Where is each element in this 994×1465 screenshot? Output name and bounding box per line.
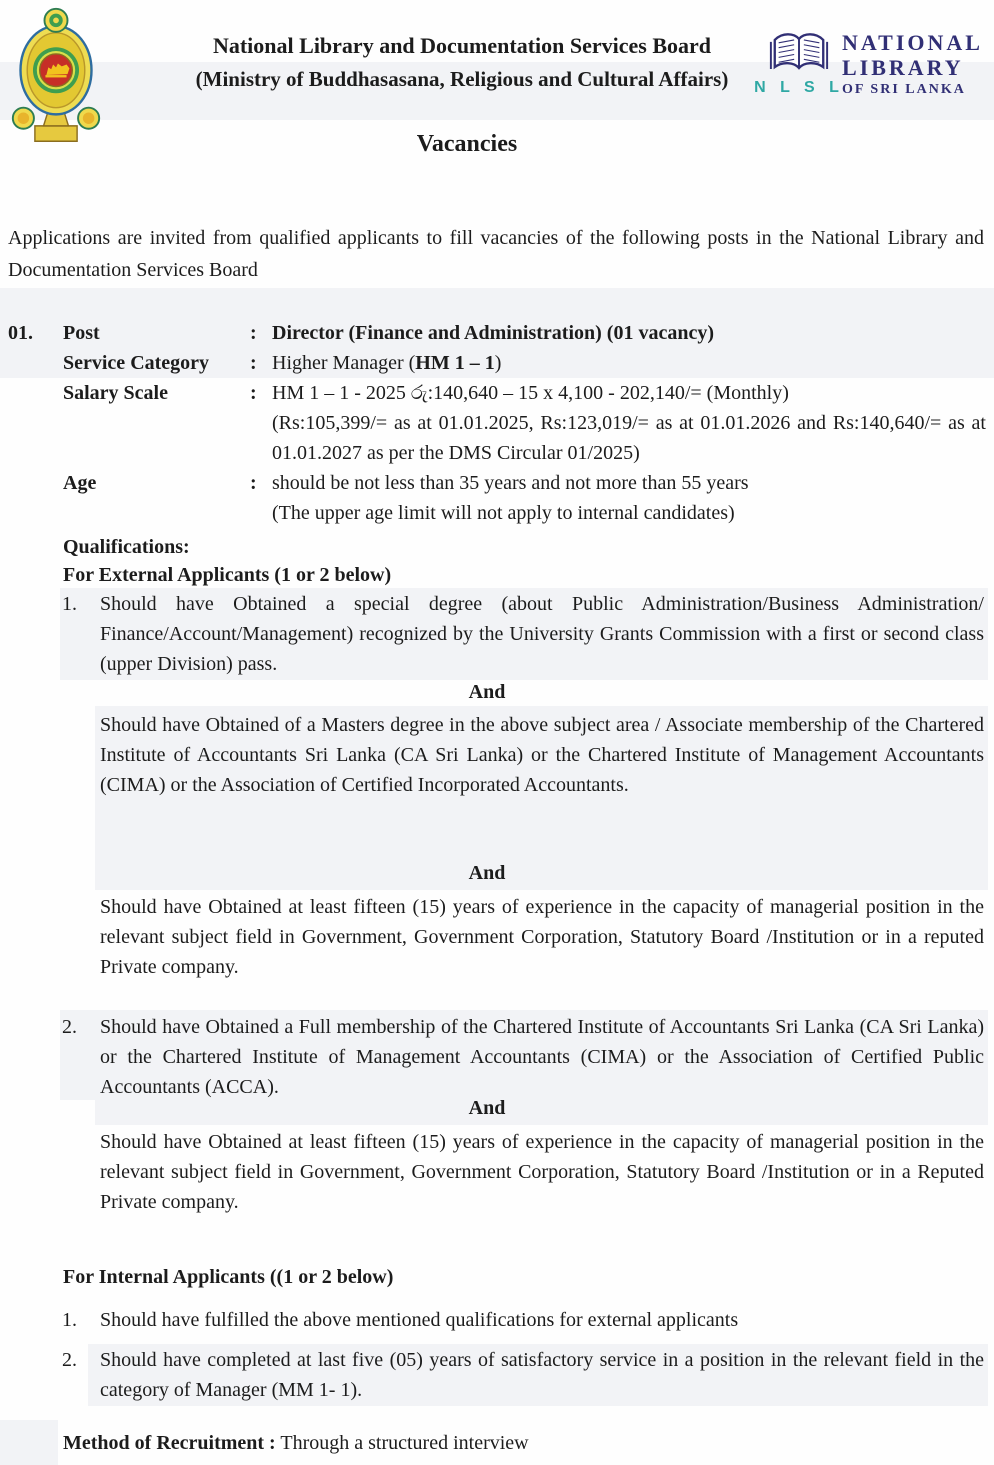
and-separator: And bbox=[468, 681, 506, 703]
age-row bbox=[8, 468, 986, 528]
age-limit: should be not less than 35 years and not more than 55 years bbox=[272, 472, 749, 494]
colon: : bbox=[250, 322, 257, 344]
ministry-name: (Ministry of Buddhasasana, Religious and Cultural Affairs) bbox=[195, 67, 729, 91]
internal-item-2 bbox=[62, 1345, 984, 1405]
page-title: Vacancies bbox=[416, 131, 518, 157]
logo-book-block bbox=[754, 30, 844, 98]
internal-applicants-heading: For Internal Applicants ((1 or 2 below) bbox=[63, 1266, 394, 1288]
logo-line-national: NATIONAL bbox=[842, 30, 983, 55]
logo-line-of-sri-lanka: OF SRI LANKA bbox=[842, 82, 966, 97]
external-masters-paragraph: Should have Obtained of a Masters degree in the above subject area / Associate membership of the Chartered Institute of Accountants Sri Lanka (CA Sri Lanka) or the Chartered Institute of Management Accountants (CIMA) or the Association of Certified Incorporated Accountants. bbox=[100, 714, 984, 796]
age-label: Age bbox=[63, 472, 97, 494]
service-category-value bbox=[272, 348, 986, 378]
post-number: 01. bbox=[8, 322, 33, 344]
logo-wordmark bbox=[842, 30, 983, 98]
age-note: (The upper age limit will not apply to internal candidates) bbox=[272, 502, 735, 524]
org-name: National Library and Documentation Services Board bbox=[212, 33, 712, 58]
service-category-row bbox=[8, 348, 986, 378]
salary-line-1: HM 1 – 1 - 2025 රු:140,640 – 15 x 4,100 - 202,140/= (Monthly) bbox=[272, 382, 789, 404]
service-value-prefix: Higher Manager ( bbox=[272, 352, 416, 374]
external-applicants-heading: For External Applicants (1 or 2 below) bbox=[63, 564, 392, 586]
post-details bbox=[8, 318, 986, 528]
service-value-grade: HM 1 – 1 bbox=[415, 352, 495, 374]
open-book-icon bbox=[767, 30, 831, 77]
header-titles bbox=[108, 33, 816, 92]
service-category-label: Service Category bbox=[63, 352, 210, 374]
intro-paragraph: Applications are invited from qualified applicants to fill vacancies of the following posts in the National Library and Documentation Services Board bbox=[8, 227, 984, 281]
sri-lanka-emblem bbox=[8, 5, 104, 147]
list-number: 1. bbox=[62, 1309, 77, 1331]
list-number: 2. bbox=[62, 1016, 77, 1038]
list-number: 1. bbox=[62, 593, 77, 615]
salary-scale-row bbox=[8, 378, 986, 468]
method-label: Method of Recruitment : bbox=[63, 1432, 276, 1454]
post-row bbox=[8, 318, 986, 348]
post-value: Director (Finance and Administration) (01 vacancy) bbox=[272, 322, 715, 344]
external-item-2-text: Should have Obtained a Full membership of the Chartered Institute of Accountants Sri Lanka (CA Sri Lanka) or the Chartered Institute of Management Accountants (CIMA) or the Association of Certified Public Accountants (ACCA). bbox=[100, 1016, 984, 1098]
colon: : bbox=[250, 472, 257, 494]
colon: : bbox=[250, 352, 257, 374]
scan-shade bbox=[0, 1420, 58, 1465]
nlsl-acronym: N L S L bbox=[754, 79, 844, 96]
external-item-1-text: Should have Obtained a special degree (about Public Administration/Business Administration/ Finance/Account/Management) recognized by the University Grants Commission with a first or second class (upper Division) pass. bbox=[100, 593, 984, 675]
sri-lanka-emblem-icon bbox=[8, 5, 104, 147]
salary-scale-label: Salary Scale bbox=[63, 382, 168, 404]
internal-item-1 bbox=[62, 1305, 984, 1335]
method-value: Through a structured interview bbox=[280, 1432, 529, 1454]
internal-item-2-text: Should have completed at last five (05) years of satisfactory service in a position in the relevant field in the category of Manager (MM 1- 1). bbox=[100, 1349, 984, 1401]
colon: : bbox=[250, 382, 257, 404]
external-experience-paragraph: Should have Obtained at least fifteen (15) years of experience in the capacity of managerial position in the relevant subject field in Government, Government Corporation, Statutory Board /Institution or in a reputed Private company. bbox=[100, 896, 984, 978]
and-separator: And bbox=[468, 862, 506, 884]
external-item-2 bbox=[62, 1012, 984, 1102]
method-of-recruitment bbox=[63, 1429, 529, 1457]
qualifications-heading: Qualifications: bbox=[63, 536, 190, 558]
salary-scale-value bbox=[272, 378, 986, 468]
list-number: 2. bbox=[62, 1349, 77, 1371]
and-separator: And bbox=[468, 1097, 506, 1119]
external-item-1 bbox=[62, 589, 984, 679]
age-value bbox=[272, 468, 986, 528]
logo-line-library: LIBRARY bbox=[842, 55, 964, 80]
post-label: Post bbox=[63, 322, 100, 344]
national-library-logo bbox=[754, 30, 992, 98]
salary-line-2: (Rs:105,399/= as at 01.01.2025, Rs:123,019/= as at 01.01.2026 and Rs:140,640/= as at 01.01.2027 as per the DMS Circular 01/2025) bbox=[272, 412, 986, 464]
internal-item-1-text: Should have fulfilled the above mentioned qualifications for external applicants bbox=[100, 1309, 739, 1331]
service-value-suffix: ) bbox=[494, 352, 502, 374]
external-experience-paragraph-2: Should have Obtained at least fifteen (15) years of experience in the capacity of managerial position in the relevant subject field in Government, Government Corporation, Statutory Board /Institution or in a Reputed Private company. bbox=[100, 1131, 984, 1213]
